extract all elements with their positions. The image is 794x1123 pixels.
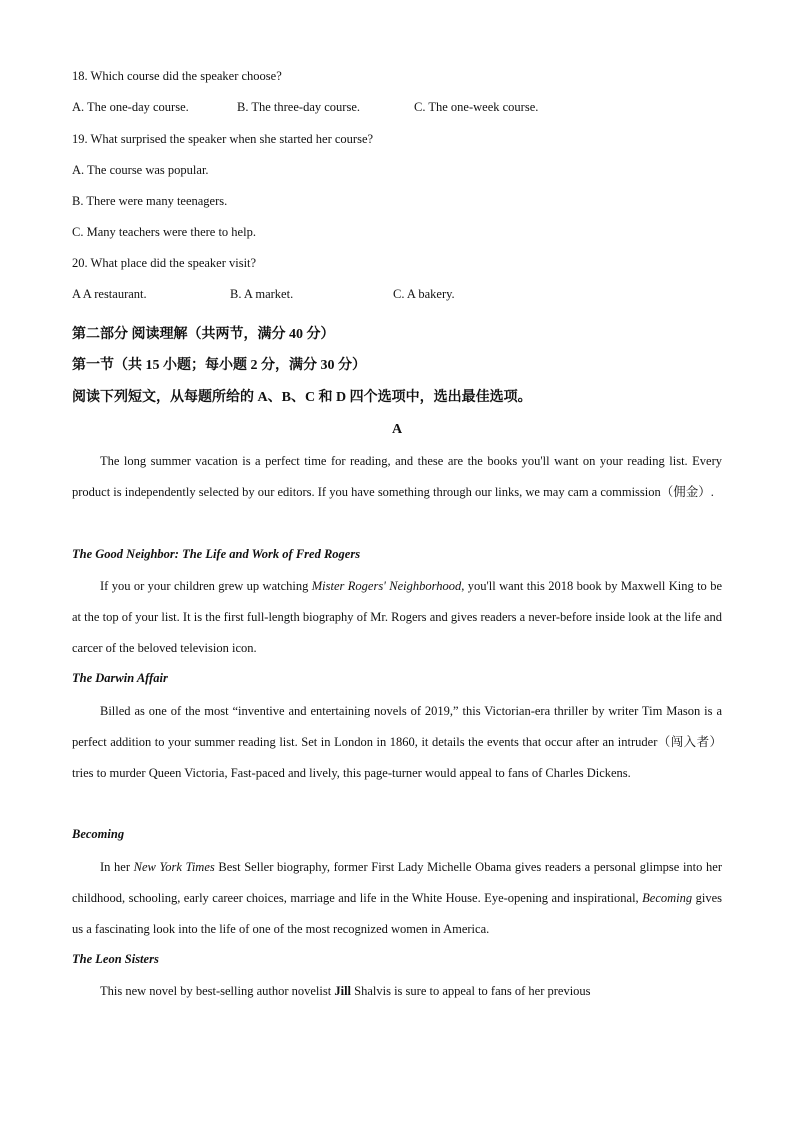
section2-subheading: 第一节（共 15 小题；每小题 2 分，满分 30 分） — [72, 358, 366, 373]
book1-text-end: , you'll want this 2018 book by Maxwell King to be at the top of your list. It is the first full-length biography of Mr. Rogers and gives readers a never-before inside look at the life and carcer of the beloved television icon. — [72, 579, 722, 655]
section2-heading: 第二部分 阅读理解（共两节，满分 40 分） — [72, 327, 335, 342]
book3-title: Becoming — [72, 827, 125, 841]
passage-label: A — [391, 422, 403, 437]
book2-title: The Darwin Affair — [72, 671, 168, 685]
book4-text-start: This new novel by best-selling author novelist — [100, 984, 335, 998]
q18-option-a: A. The one-day course. — [72, 100, 189, 114]
book1-text-start: If you or your children grew up watching — [100, 579, 312, 593]
q20-stem: 20. What place did the speaker visit? — [72, 256, 257, 270]
book3-paragraph — [72, 852, 722, 945]
book1-show-title: Mister Rogers' Neighborhood — [311, 579, 462, 593]
book3-text-end: gives us a fascinating look into the life of one of the most recognized women in America. — [72, 891, 723, 936]
book2-paragraph: Billed as one of the most “inventive and entertaining novels of 2019,” this Victorian-era thriller by writer Tim Mason is a perfect addition to your summer reading list. Set in London in 1860, it details the events that occur after an intruder（闯入者）tries to murder Queen Victoria, Fast-paced and lively, this page-turner would appeal to fans of Charles Dickens. — [72, 704, 722, 780]
book4-text-end: Shalvis is sure to appeal to fans of her previous — [351, 984, 591, 998]
book1-paragraph — [72, 571, 722, 664]
q18-option-c: C. The one-week course. — [414, 100, 539, 114]
q19-option-a: A. The course was popular. — [72, 163, 209, 177]
q18-option-b: B. The three-day course. — [237, 100, 360, 114]
q18-stem: 18. Which course did the speaker choose? — [72, 69, 282, 83]
book4-paragraph — [72, 976, 722, 1007]
q20-option-a: A A restaurant. — [72, 287, 147, 301]
book3-text-mid: Best Seller biography, former First Lady Michelle Obama gives readers a personal glimpse into her childhood, schooling, early career choices, marriage and life in the White House. Eye-opening and inspirational, — [72, 860, 722, 905]
book4-author-first-name: Jill — [334, 984, 352, 998]
q19-option-c: C. Many teachers were there to help. — [72, 225, 256, 239]
q19-stem: 19. What surprised the speaker when she started her course? — [72, 132, 374, 146]
book4-title: The Leon Sisters — [72, 952, 159, 966]
section2-instruction: 阅读下列短文，从每题所给的 A、B、C 和 D 四个选项中，选出最佳选项。 — [72, 390, 532, 405]
q20-option-b: B. A market. — [230, 287, 294, 301]
passage-intro: The long summer vacation is a perfect time for reading, and these are the books you'll want on your reading list. Every product is independently selected by our editors. If you have something through our links, we may cam a commission（佣金）. — [72, 454, 722, 499]
q19-option-b: B. There were many teenagers. — [72, 194, 228, 208]
book1-title: The Good Neighbor: The Life and Work of Fred Rogers — [72, 547, 361, 561]
book3-newspaper-name: New York Times — [133, 860, 215, 874]
book3-book-name: Becoming — [642, 891, 693, 905]
q20-option-c: C. A bakery. — [393, 287, 455, 301]
book3-text-start: In her — [100, 860, 134, 874]
